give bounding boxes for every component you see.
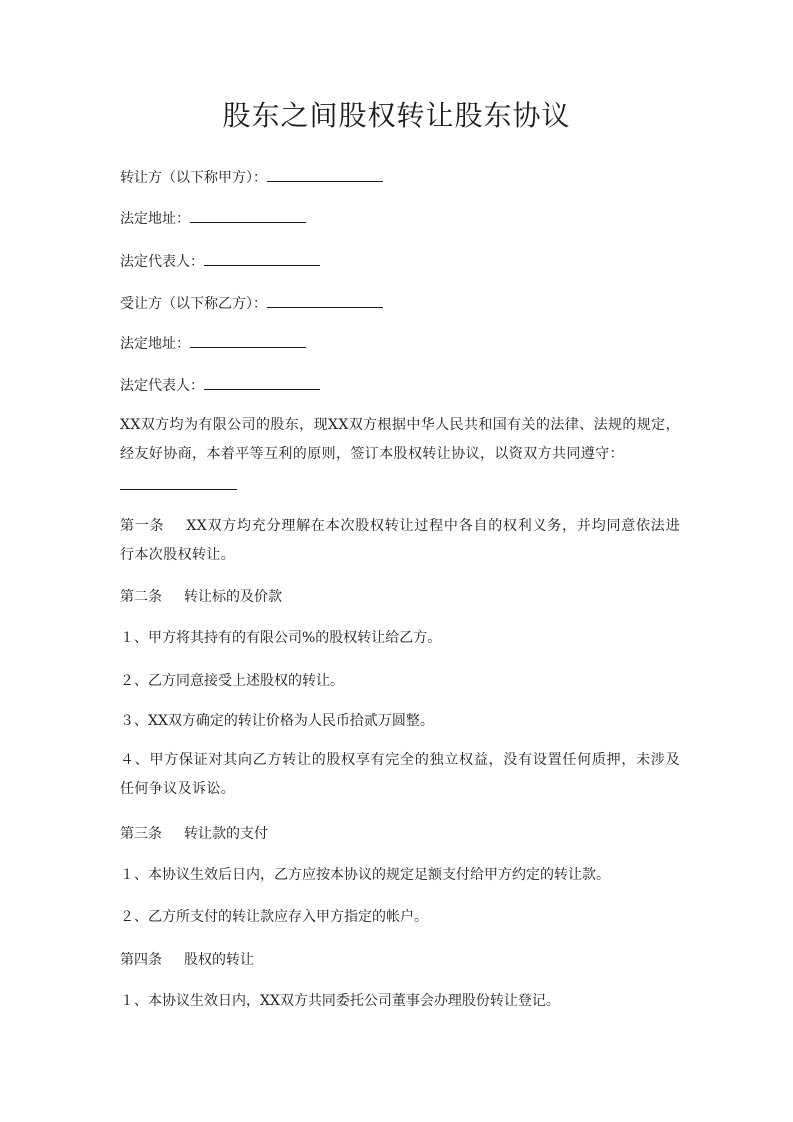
party-b-blank: [267, 294, 383, 308]
article-2-item-1: １、甲方将其持有的有限公司%的股权转让给乙方。: [120, 630, 442, 646]
article-4-title: 股权的转让: [184, 952, 254, 968]
preamble-paragraph: XX双方均为有限公司的股东，现XX双方根据中华人民共和国有关的法律、法规的规定，经友好协商，本着平等互利的原则，签订本股权转让协议，以资双方共同遵守：: [120, 417, 680, 462]
article-4-heading: 第四条: [120, 952, 162, 968]
article-4-item-1: １、本协议生效日内，XX双方共同委托公司董事会办理股份转让登记。: [120, 993, 560, 1009]
article-2-item-4: ４、甲方保证对其向乙方转让的股权享有完全的独立权益，没有设置任何质押，未涉及任何争议及诉讼。: [120, 752, 680, 797]
preamble-blank-line: [120, 476, 237, 490]
article-4-header: [120, 950, 680, 970]
party-a-rep-blank: [204, 252, 320, 266]
article-2-item-3: ３、XX双方确定的转让价格为人民币拾贰万圆整。: [120, 713, 434, 729]
article-2-header: [120, 587, 680, 607]
party-b-address-label: 法定地址：: [120, 336, 190, 352]
article-3-title: 转让款的支付: [184, 826, 268, 842]
article-1-text: XX双方均充分理解在本次股权转让过程中各自的权利义务，并均同意依法进行本次股权转让。: [120, 518, 680, 563]
document-title: 股东之间股权转让股东协议: [222, 99, 571, 132]
party-a-address-blank: [190, 209, 306, 223]
party-a-rep-line: [120, 252, 680, 272]
party-b-rep-line: [120, 376, 680, 396]
party-a-blank: [267, 168, 383, 182]
party-a-rep-label: 法定代表人：: [120, 254, 204, 270]
article-1-heading: 第一条: [120, 518, 165, 534]
party-a-line: [120, 168, 680, 188]
article-2-title: 转让标的及价款: [184, 589, 282, 605]
party-a-address-line: [120, 209, 680, 229]
article-3-item-2: ２、乙方所支付的转让款应存入甲方指定的帐户。: [120, 909, 428, 925]
party-b-rep-blank: [204, 376, 320, 390]
party-b-address-line: [120, 334, 680, 354]
party-b-rep-label: 法定代表人：: [120, 378, 204, 394]
party-b-line: [120, 294, 680, 314]
party-b-label: 受让方（以下称乙方）：: [120, 296, 267, 312]
article-3-item-1: １、本协议生效后日内，乙方应按本协议的规定足额支付给甲方约定的转让款。: [120, 867, 610, 883]
party-b-address-blank: [190, 334, 306, 348]
article-3-header: [120, 824, 680, 844]
article-3-heading: 第三条: [120, 826, 162, 842]
party-a-label: 转让方（以下称甲方）：: [120, 170, 267, 186]
article-2-heading: 第二条: [120, 589, 162, 605]
article-2-item-2: ２、乙方同意接受上述股权的转让。: [120, 673, 344, 689]
article-1-paragraph: [120, 512, 680, 570]
party-a-address-label: 法定地址：: [120, 211, 190, 227]
